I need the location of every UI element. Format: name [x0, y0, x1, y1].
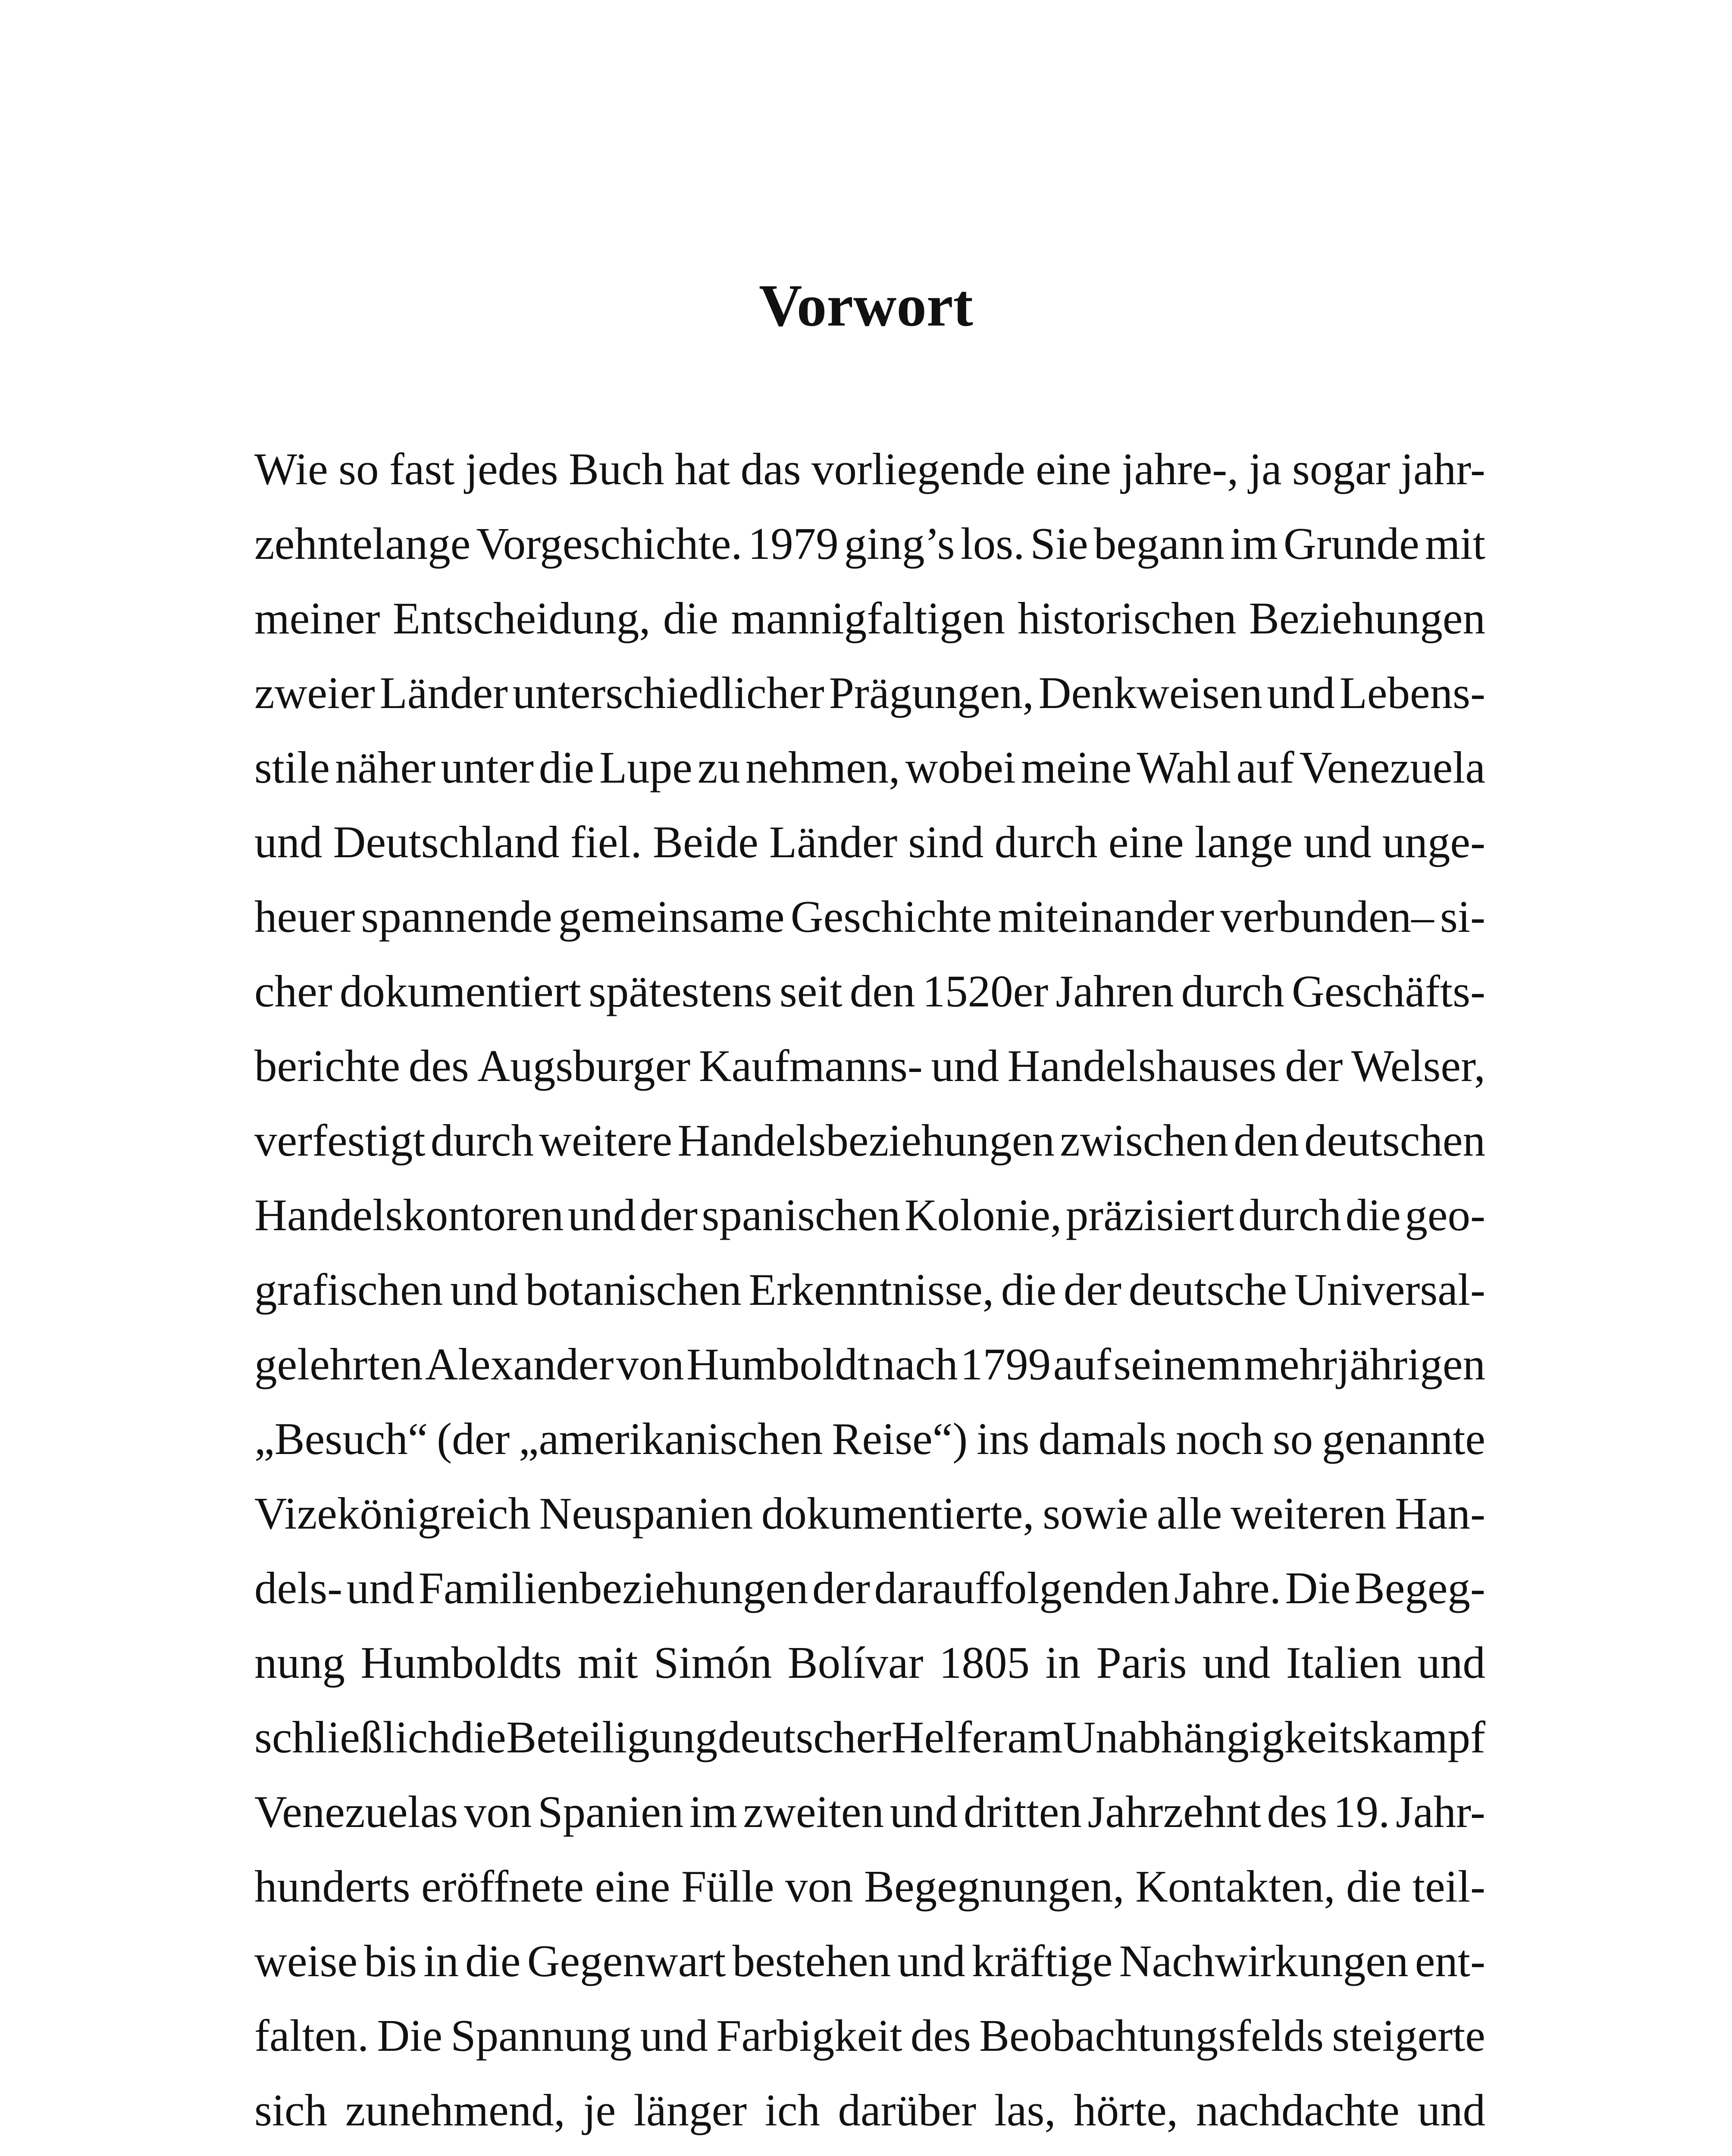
text-line: gelehrten Alexander von Humboldt nach 1799 auf seinem mehrjährigen — [254, 1339, 1485, 1389]
text-line: schließlich die Beteiligung deutscher Helfer am Unabhängigkeitskampf — [254, 1712, 1485, 1762]
text-line: weise bis in die Gegenwart bestehen und kräftige Nachwirkungen ent- — [254, 1936, 1485, 1986]
text-line: Vizekönigreich Neuspanien dokumentierte, sowie alle weiteren Han- — [254, 1488, 1485, 1539]
text-line: zehntelange Vorgeschichte. 1979 ging’s los. Sie begann im Grunde mit — [254, 518, 1485, 569]
text-line: heuer spannende gemeinsame Geschichte miteinander verbunden– si- — [254, 891, 1485, 942]
text-line: Venezuelas von Spanien im zweiten und dritten Jahrzehnt des 19. Jahr- — [254, 1786, 1485, 1837]
text-line: dels- und Familienbeziehungen der darauffolgenden Jahre. Die Begeg- — [254, 1563, 1485, 1613]
text-line: und Deutschland fiel. Beide Länder sind durch eine lange und unge- — [254, 817, 1485, 867]
text-line: meiner Entscheidung, die mannigfaltigen historischen Beziehungen — [254, 593, 1485, 643]
text-line: verfestigt durch weitere Handelsbeziehungen zwischen den deutschen — [254, 1115, 1485, 1166]
text-line: cher dokumentiert spätestens seit den 1520er Jahren durch Geschäfts- — [254, 966, 1485, 1016]
page-title: Vorwort — [759, 273, 973, 339]
text-line: „Besuch“ (der „amerikanischen Reise“) ins damals noch so genannte — [254, 1413, 1485, 1464]
text-line: hunderts eröffnete eine Fülle von Begegnungen, Kontakten, die teil- — [254, 1861, 1485, 1912]
text-line: stile näher unter die Lupe zu nehmen, wobei meine Wahl auf Venezuela — [254, 742, 1485, 793]
text-line: Wie so fast jedes Buch hat das vorliegende eine jahre-, ja sogar jahr- — [254, 444, 1485, 494]
text-line: sich zunehmend, je länger ich darüber las, hörte, nachdachte und — [254, 2085, 1485, 2135]
text-line: grafischen und botanischen Erkenntnisse, die der deutsche Universal- — [254, 1264, 1485, 1315]
text-line: falten. Die Spannung und Farbigkeit des Beobachtungsfelds steigerte — [254, 2010, 1485, 2061]
text-line: nung Humboldts mit Simón Bolívar 1805 in Paris und Italien und — [254, 1637, 1485, 1688]
body-paragraph — [254, 446, 1485, 2156]
text-line: Handelskontoren und der spanischen Kolonie, präzisiert durch die geo- — [254, 1190, 1485, 1240]
text-line: zweier Länder unterschiedlicher Prägungen, Denkweisen und Lebens- — [254, 667, 1485, 718]
text-line: berichte des Augsburger Kaufmanns- und Handelshauses der Welser, — [254, 1040, 1485, 1091]
